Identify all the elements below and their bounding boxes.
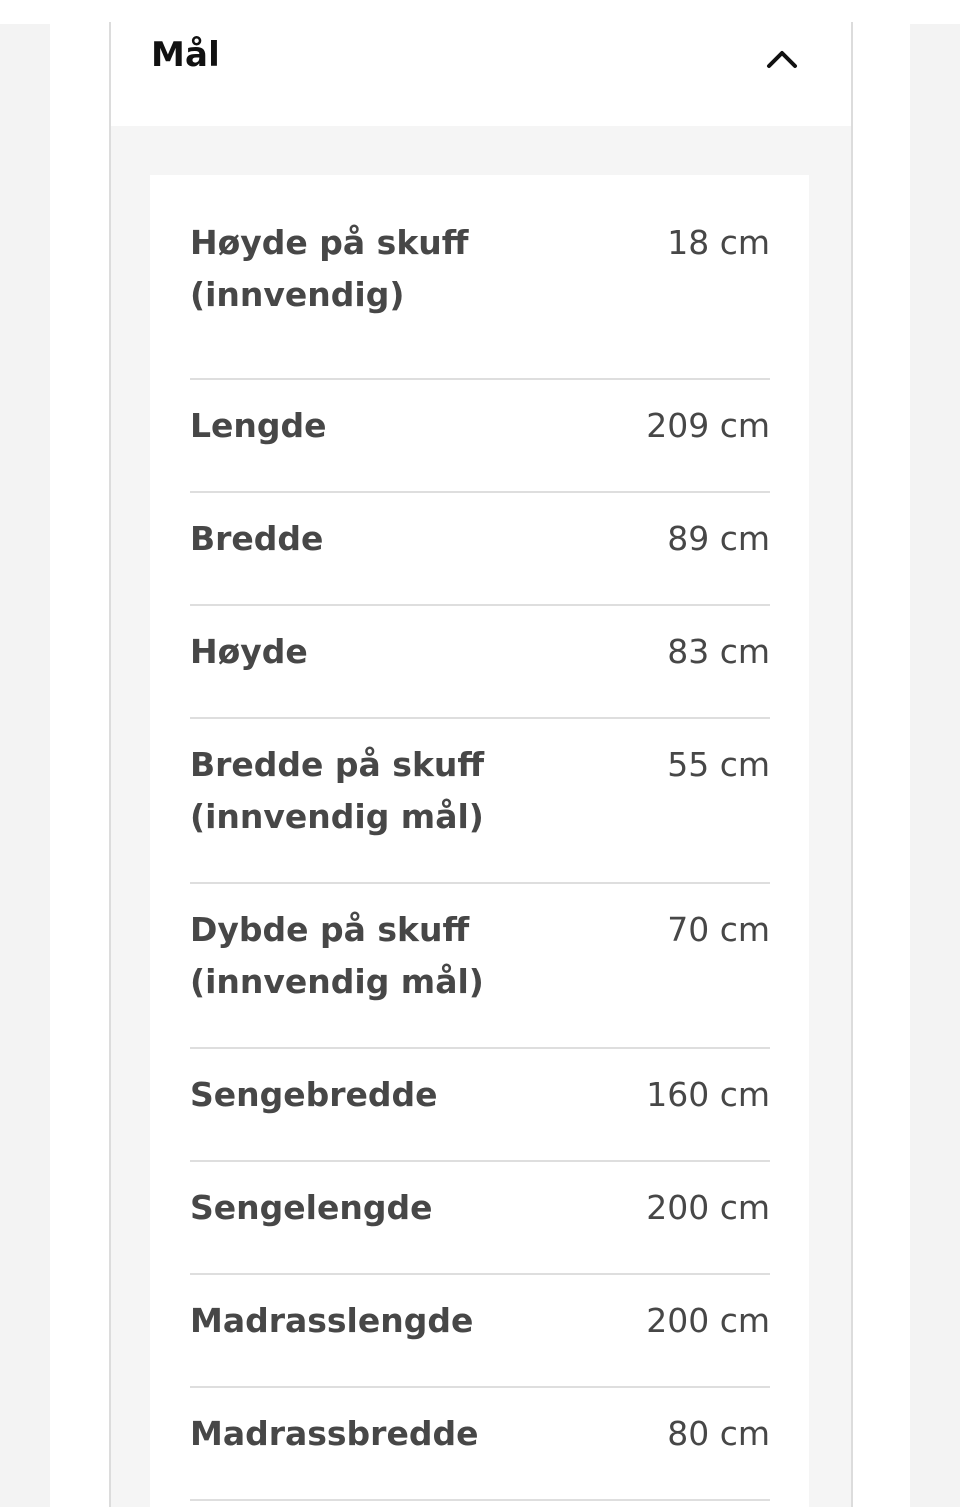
- dimension-row: [190, 1049, 770, 1162]
- dimension-row: [190, 1388, 770, 1501]
- dimension-row: [190, 884, 770, 1049]
- dimension-value: 200 cm: [646, 1188, 770, 1227]
- dimension-label: [190, 217, 469, 321]
- dimension-label: [190, 904, 484, 1008]
- dimension-label: [190, 513, 323, 565]
- dimension-label-line: Bredde: [190, 519, 324, 558]
- dimension-label: [190, 1182, 432, 1234]
- left-gutter: [0, 24, 50, 1507]
- dimension-value: 55 cm: [667, 745, 770, 784]
- dimension-label-line: Bredde på skuff: [190, 745, 485, 784]
- dimension-label-line: Madrasslengde: [190, 1301, 474, 1340]
- dimensions-list: [190, 217, 770, 1501]
- dimension-label: [190, 626, 308, 678]
- dimension-label-line: Sengelengde: [190, 1188, 433, 1227]
- dimension-label-line: (innvendig): [190, 275, 405, 314]
- dimension-label-line: Madrassbredde: [190, 1414, 479, 1453]
- dimension-row: [190, 1162, 770, 1275]
- dimension-label-line: Høyde på skuff: [190, 223, 469, 262]
- dimension-label: [190, 400, 327, 452]
- dimension-value: 18 cm: [667, 223, 770, 262]
- dimension-label: [190, 1295, 473, 1347]
- dimension-label-line: Dybde på skuff: [190, 910, 470, 949]
- dimension-value: 200 cm: [646, 1301, 770, 1340]
- dimension-row: [190, 493, 770, 606]
- dimension-row: [190, 606, 770, 719]
- dimension-label: [190, 1069, 438, 1121]
- dimension-row: [190, 719, 770, 884]
- dimension-value: 209 cm: [646, 406, 770, 445]
- right-gutter: [910, 24, 960, 1507]
- dimension-row: [190, 217, 770, 380]
- dimension-label-line: (innvendig mål): [190, 962, 484, 1001]
- dimensions-card: [150, 175, 809, 1507]
- dimension-label: [190, 739, 484, 843]
- accordion-header[interactable]: [111, 22, 851, 126]
- dimension-row: [190, 1275, 770, 1388]
- dimension-label-line: Sengebredde: [190, 1075, 438, 1114]
- dimension-value: 80 cm: [667, 1414, 770, 1453]
- section-title: Mål: [151, 35, 221, 75]
- dimension-value: 89 cm: [667, 519, 770, 558]
- dimension-value: 160 cm: [646, 1075, 770, 1114]
- dimension-value: 70 cm: [667, 910, 770, 949]
- dimensions-accordion: [109, 22, 853, 1507]
- dimension-label-line: Lengde: [190, 406, 327, 445]
- dimension-value: 83 cm: [667, 632, 770, 671]
- dimension-label-line: Høyde: [190, 632, 308, 671]
- dimension-row: [190, 380, 770, 493]
- dimension-label: [190, 1408, 478, 1460]
- dimension-label-line: (innvendig mål): [190, 797, 484, 836]
- chevron-up-icon[interactable]: [765, 46, 799, 70]
